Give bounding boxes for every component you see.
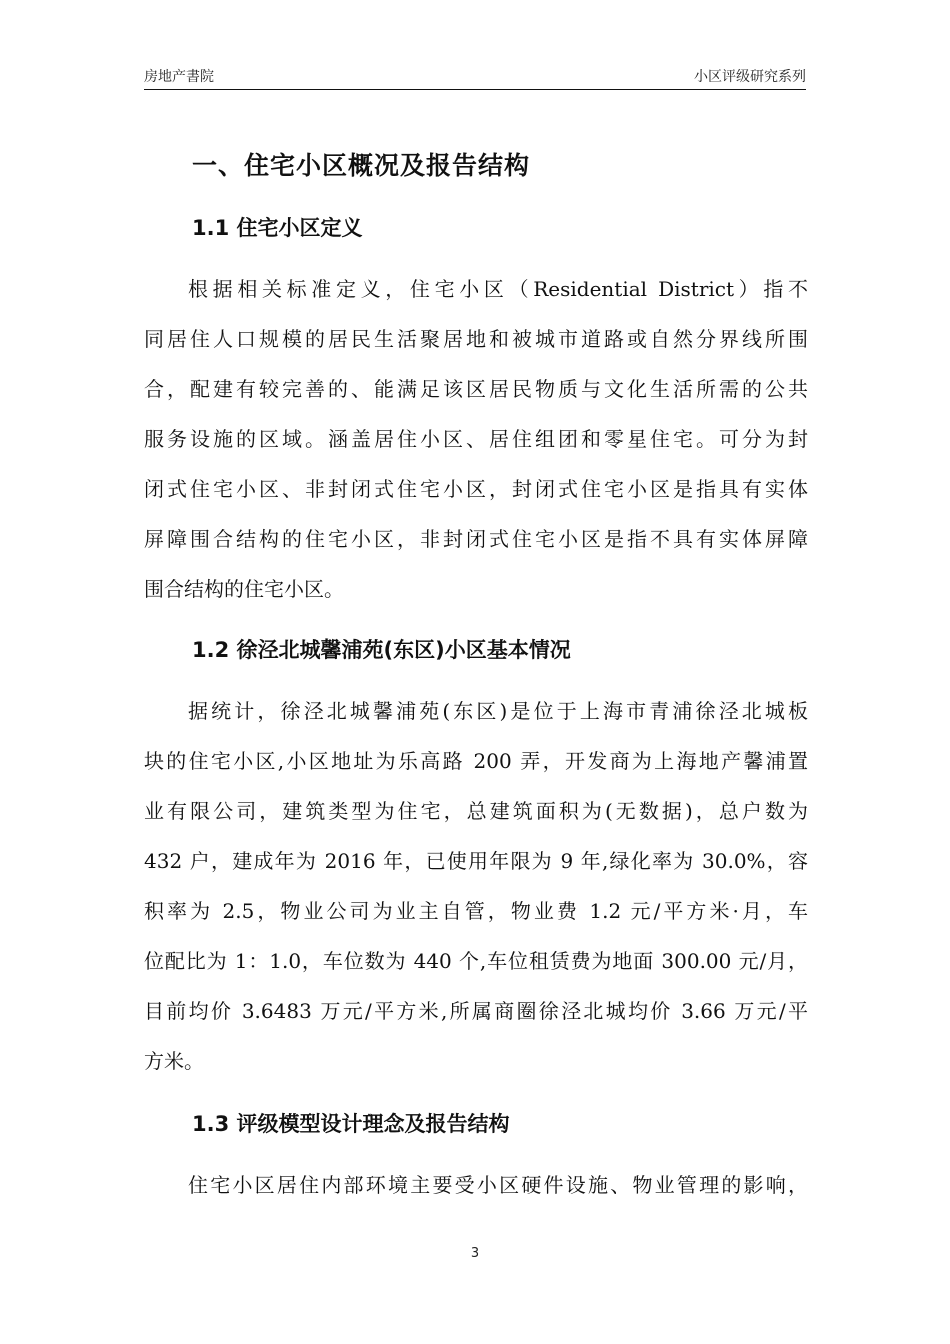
section-1-1-paragraph [144, 264, 808, 614]
section-1-3-heading: 1.3 评级模型设计理念及报告结构 [192, 1112, 510, 1136]
header-publisher: 房地产書院 [144, 69, 214, 85]
paragraph-line: 住宅小区居住内部环境主要受小区硬件设施、物业管理的影响， [188, 1173, 808, 1197]
paragraph-line: 闭式住宅小区、非封闭式住宅小区，封闭式住宅小区是指具有实体 [144, 477, 808, 501]
header-divider [144, 89, 806, 90]
section-1-2-heading: 1.2 徐泾北城馨浦苑(东区)小区基本情况 [192, 638, 571, 662]
paragraph-line: 根据相关标准定义，住宅小区（Residential District）指不 [188, 277, 808, 301]
paragraph-line: 服务设施的区域。涵盖居住小区、居住组团和零星住宅。可分为封 [144, 427, 808, 451]
paragraph-line: 同居住人口规模的居民生活聚居地和被城市道路或自然分界线所围 [144, 327, 808, 351]
header-series: 小区评级研究系列 [694, 69, 806, 85]
paragraph-line: 业有限公司，建筑类型为住宅，总建筑面积为(无数据)，总户数为 [144, 799, 808, 823]
page-header [144, 66, 806, 90]
section-title: 一、住宅小区概况及报告结构 [192, 151, 531, 180]
paragraph-line: 积率为 2.5，物业公司为业主自管，物业费 1.2 元/平方米·月，车 [144, 899, 808, 923]
section-1-2-paragraph [144, 686, 808, 1086]
paragraph-line: 据统计，徐泾北城馨浦苑(东区)是位于上海市青浦徐泾北城板 [188, 699, 808, 723]
section-1-1-heading: 1.1 住宅小区定义 [192, 216, 363, 240]
paragraph-line: 块的住宅小区,小区地址为乐高路 200 弄，开发商为上海地产馨浦置 [144, 749, 808, 773]
paragraph-line: 位配比为 1：1.0，车位数为 440 个,车位租赁费为地面 300.00 元/月， [144, 949, 808, 973]
paragraph-line: 合，配建有较完善的、能满足该区居民物质与文化生活所需的公共 [144, 377, 808, 401]
page-number: 3 [470, 1246, 480, 1261]
paragraph-line: 目前均价 3.6483 万元/平方米,所属商圈徐泾北城均价 3.66 万元/平 [144, 999, 808, 1023]
paragraph-line: 围合结构的住宅小区。 [144, 577, 344, 601]
paragraph-line: 432 户，建成年为 2016 年，已使用年限为 9 年,绿化率为 30.0%，容 [144, 849, 808, 873]
paragraph-line: 方米。 [144, 1049, 204, 1073]
section-1-3-paragraph [144, 1160, 808, 1210]
paragraph-line: 屏障围合结构的住宅小区，非封闭式住宅小区是指不具有实体屏障 [144, 527, 808, 551]
